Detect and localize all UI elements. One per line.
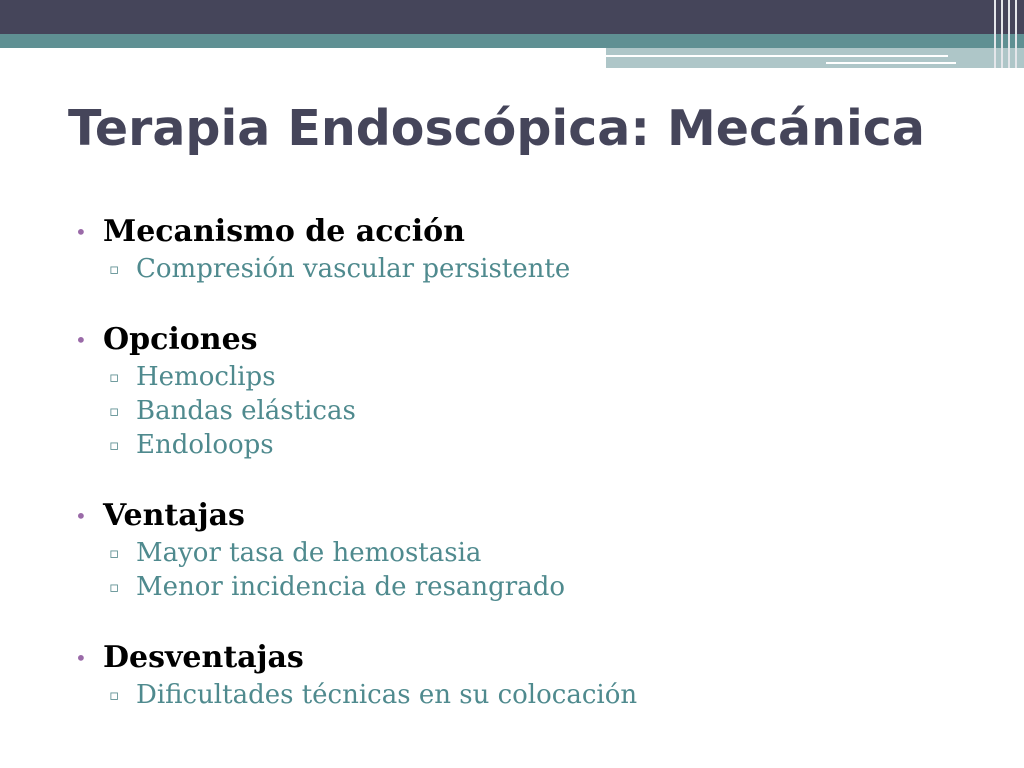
- header-vertical-stripe: [1001, 0, 1003, 68]
- sub-bullet-text: Endoloops: [136, 430, 274, 460]
- bullet-heading: Opciones: [103, 322, 258, 357]
- sub-bullet-row: [75, 430, 975, 464]
- sub-bullet-text: Mayor tasa de hemostasia: [136, 538, 482, 568]
- square-bullet-icon: ▫: [109, 402, 120, 420]
- bullet-row: [75, 214, 975, 254]
- header-band-dark: [0, 0, 1024, 34]
- bullet-heading: Desventajas: [103, 640, 304, 675]
- header-band-light: [606, 48, 1024, 68]
- header-band-teal: [0, 34, 1024, 48]
- header-vertical-stripe: [1008, 0, 1010, 68]
- bullet-heading: Ventajas: [103, 498, 245, 533]
- sub-bullet-text: Menor incidencia de resangrado: [136, 572, 566, 602]
- square-bullet-icon: ▫: [109, 436, 120, 454]
- bullet-dot-icon: •: [75, 504, 87, 528]
- header-vertical-stripe: [994, 0, 996, 68]
- sub-bullet-text: Compresión vascular persistente: [136, 254, 571, 284]
- sub-bullet-row: [75, 396, 975, 430]
- bullet-row: [75, 640, 975, 680]
- sub-bullet-row: [75, 538, 975, 572]
- header-vertical-stripe: [1015, 0, 1017, 68]
- slide-title: Terapia Endoscópica: Mecánica: [68, 100, 925, 157]
- square-bullet-icon: ▫: [109, 260, 120, 278]
- section-desventajas: [75, 640, 975, 714]
- bullet-dot-icon: •: [75, 646, 87, 670]
- sub-bullet-text: Dificultades técnicas en su colocación: [136, 680, 638, 710]
- bullet-heading: Mecanismo de acción: [103, 214, 465, 249]
- sub-bullet-row: [75, 572, 975, 606]
- sub-bullet-text: Hemoclips: [136, 362, 276, 392]
- header-accent-line: [826, 62, 956, 64]
- square-bullet-icon: ▫: [109, 686, 120, 704]
- section-ventajas: [75, 498, 975, 606]
- bullet-dot-icon: •: [75, 328, 87, 352]
- square-bullet-icon: ▫: [109, 544, 120, 562]
- section-opciones: [75, 322, 975, 464]
- sub-bullet-row: [75, 362, 975, 396]
- bullet-row: [75, 498, 975, 538]
- bullet-dot-icon: •: [75, 220, 87, 244]
- sub-bullet-row: [75, 254, 975, 288]
- section-mecanismo: [75, 214, 975, 288]
- header-accent-line: [606, 55, 948, 57]
- sub-bullet-row: [75, 680, 975, 714]
- square-bullet-icon: ▫: [109, 368, 120, 386]
- bullet-row: [75, 322, 975, 362]
- slide-content: [75, 214, 975, 748]
- square-bullet-icon: ▫: [109, 578, 120, 596]
- sub-bullet-text: Bandas elásticas: [136, 396, 356, 426]
